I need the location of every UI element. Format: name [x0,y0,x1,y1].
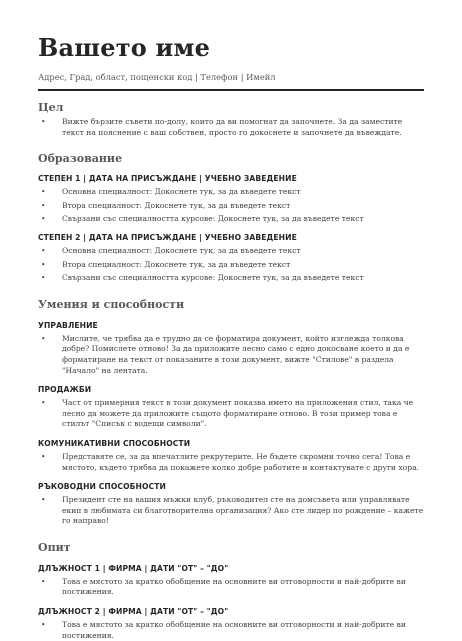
bullet-icon: • [41,245,46,255]
section-experience [38,541,424,641]
job-heading-1[interactable]: ДЛЪЖНОСТ 1 | ФИРМА | ДАТИ "ОТ" – "ДО" [38,563,229,573]
bullet-icon: • [41,259,46,269]
list-item[interactable] [38,620,424,641]
bullet-icon: • [41,117,46,126]
bullet-icon: • [41,187,46,197]
section-title-goal[interactable]: Цел [38,101,64,114]
list-item-text: Вижте бързите съвети по-долу, които да ви помогнат да започнете. За да заместите текст на пояснение с ваш собствен, просто го докоснете и започнете да въвеждате. [62,117,403,137]
list-item-text: Втора специалност: Докоснете тук, за да въведете текст [62,259,291,269]
bullet-icon: • [41,495,46,505]
bullet-icon: • [41,576,46,586]
list-item-text: Свързани със специалността курсове: Докоснете тук, за да въведете текст [62,273,364,283]
degree-1-list [38,187,424,225]
job-1-list [38,577,424,598]
list-item-text: Част от примерния текст в този документ показва името на приложения стил, така че лесно да можете да приложите същото форматиране отново. В този пример това е стилът "Списък с водещи символи". [62,398,414,429]
list-item-text: Основна специалност: Докоснете тук, за да въведете текст [62,187,301,197]
bullet-icon: • [41,333,46,343]
job-2-list [38,620,424,641]
list-item[interactable] [38,495,424,527]
bullet-icon: • [41,620,46,630]
list-item[interactable] [38,117,424,138]
section-education [38,152,424,284]
list-item[interactable] [38,260,424,271]
list-item-text: Втора специалност: Докоснете тук, за да въведете текст [62,200,291,210]
list-item-text: Мислите, че трябва да е трудно да се форматира документ, който изглежда толкова добре? Помислете отново! За да приложите лесно само с едно докосване което и да е форматиране на текст от показаните в този документ, вижте "Стилове" в раздела "Начало" на лентата. [62,333,410,375]
list-item[interactable] [38,187,424,198]
degree-heading-2[interactable]: СТЕПЕН 2 | ДАТА НА ПРИСЪЖДАНЕ | УЧЕБНО ЗАВЕДЕНИЕ [38,232,297,242]
list-item[interactable] [38,246,424,257]
skill-leadership-list [38,495,424,527]
skill-sales-list [38,398,424,430]
contact-line[interactable]: Адрес, Град, област, пощенски код | Телефон | Имейл [38,72,276,82]
skill-heading-communication[interactable]: КОМУНИКАТИВНИ СПОСОБНОСТИ [38,438,191,448]
list-item[interactable] [38,214,424,225]
section-title-experience[interactable]: Опит [38,540,71,554]
skill-heading-leadership[interactable]: РЪКОВОДНИ СПОСОБНОСТИ [38,482,166,492]
skill-heading-management[interactable]: УПРАВЛЕНИЕ [38,320,98,330]
resume-name[interactable]: Вашето име [38,33,211,62]
degree-heading-1[interactable]: СТЕПЕН 1 | ДАТА НА ПРИСЪЖДАНЕ | УЧЕБНО ЗАВЕДЕНИЕ [38,174,297,184]
list-item-text: Представяте се, за да впечатлите рекрутерите. Не бъдете скромни точно сега! Това е мястото, където трябва да покажете колко добре работите и контактувате с други хора. [62,451,420,472]
list-item[interactable] [38,398,424,430]
section-skills [38,298,424,527]
bullet-icon: • [41,398,46,408]
skill-communication-list [38,452,424,473]
bullet-icon: • [41,273,46,283]
section-title-education[interactable]: Образование [38,152,123,166]
list-item[interactable] [38,577,424,598]
list-item[interactable] [38,201,424,212]
bullet-icon: • [41,451,46,461]
header-divider [38,89,424,91]
list-item[interactable] [38,452,424,473]
list-item-text: Това е мястото за кратко обобщение на основните ви отговорности и най-добрите ви постижения. [62,576,406,597]
job-heading-2[interactable]: ДЛЪЖНОСТ 2 | ФИРМА | ДАТИ "ОТ" – "ДО" [38,607,229,617]
list-item[interactable] [38,334,424,376]
list-item-text: Президент сте на вашия мъжки клуб, ръководител сте на домсъвета или управлявате екип в любимата си благотворителна организация? Ако сте лидер по рождение – кажете го направо! [62,495,424,526]
skill-heading-sales[interactable]: ПРОДАЖБИ [38,385,92,395]
bullet-icon: • [41,214,46,224]
degree-2-list [38,246,424,284]
goal-list [38,117,424,138]
list-item-text: Свързани със специалността курсове: Докоснете тук, за да въведете текст [62,214,364,224]
section-goal [38,101,424,138]
list-item[interactable] [38,273,424,284]
section-title-skills[interactable]: Умения и способности [38,297,185,311]
list-item-text: Това е мястото за кратко обобщение на основните ви отговорности и най-добрите ви постижения. [62,620,406,640]
skill-management-list [38,334,424,376]
bullet-icon: • [41,200,46,210]
list-item-text: Основна специалност: Докоснете тук, за да въведете текст [62,245,301,255]
